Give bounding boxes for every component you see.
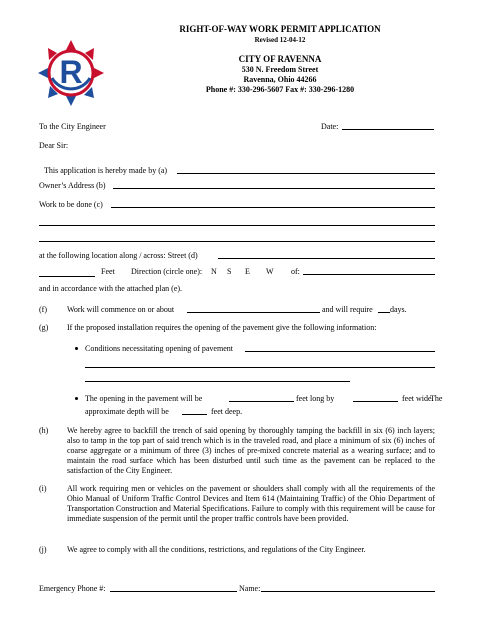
emergency-phone-label: Emergency Phone #: [39,584,106,593]
opening-length-field[interactable] [229,401,294,402]
depth-label: approximate depth will be [85,407,169,416]
opening-length-label: The opening in the pavement will be [85,394,203,403]
direction-south[interactable]: S [227,267,232,276]
require-label: and will require [322,305,373,314]
item-g-text: If the proposed installation requires the opening of the pavement give the following information: [67,323,377,332]
item-f-letter: (f) [39,305,47,314]
work-field-1[interactable] [111,207,435,208]
feet-field[interactable] [39,276,95,277]
date-field[interactable] [342,129,434,130]
feet-label: Feet [101,267,115,276]
item-h-letter: (h) [39,426,49,435]
conditions-field-3[interactable] [85,381,350,382]
conditions-field-2[interactable] [85,367,435,368]
opening-width-field[interactable] [353,401,398,402]
emergency-phone-field[interactable] [110,591,237,592]
name-label: Name: [239,584,261,593]
item-i-text: All work requiring men or vehicles on the pavement or shoulders shall comply with all the requirements of the Ohio Manual of Uniform Traffic Control Devices and Item 614 (Maintaining Traffic) of the Ohio Department of Transportation Construction and Material Specifications. Failure to comply with this requirement will be cause for immediate suspension of the permit until the proper traffic controls have been provided. [67,484,435,523]
item-i-letter: (i) [39,484,47,493]
plan-text: and in accordance with the attached plan (e). [39,284,183,293]
applicant-label: This application is hereby made by (a) [44,166,168,175]
salutation: Dear Sir: [39,141,69,150]
phone-fax: Phone #: 330-296-5607 Fax #: 330-296-1280 [205,85,355,94]
item-g-letter: (g) [39,323,49,332]
bullet-2 [75,397,78,400]
date-label: Date: [321,122,339,131]
days-field[interactable] [378,312,390,313]
city-state-zip: Ravenna, Ohio 44266 [243,75,317,84]
feet-long-label: feet long by [296,394,335,403]
direction-label: Direction (circle one): [131,267,203,276]
feet-deep-label: feet deep. [211,407,243,416]
commence-date-field[interactable] [187,312,320,313]
item-j-letter: (j) [39,545,47,554]
logo-letter: R [59,54,83,90]
name-field[interactable] [261,591,435,592]
direction-west[interactable]: W [266,267,274,276]
depth-field[interactable] [182,414,207,415]
city-logo [36,38,106,108]
conditions-label: Conditions necessitating opening of pavement [85,344,233,353]
work-field-3[interactable] [39,241,435,242]
of-field[interactable] [303,274,435,275]
applicant-field[interactable] [177,173,435,174]
item-h-text: We hereby agree to backfill the trench of said opening by thoroughly tamping the backfill in six (6) inch layers; also to tamp in the top part of said trench which is in the traveled road, and place a minimum of six (6) inches of coarse aggregate or a minimum of three (3) inches of pre-mixed concrete material as a wearing surface; and to maintain the road surface which has been disturbed until such time as the pavement can be replaced to the satisfaction of the City Engineer. [67,426,435,475]
form-title: RIGHT-OF-WAY WORK PERMIT APPLICATION [179,24,381,34]
direction-east[interactable]: E [245,267,250,276]
feet-wide-label: feet wide. [402,394,434,403]
the-label: The [430,394,443,403]
location-label: at the following location along / across: Street (d) [39,251,198,260]
conditions-field-1[interactable] [245,351,435,352]
owner-address-label: Owner’s Address (b) [39,181,106,190]
work-label: Work to be done (c) [39,200,103,209]
commence-label: Work will commence on or about [67,305,175,314]
city-street: 530 N. Freedom Street [241,65,319,74]
revised-date: Revised 12-04-12 [254,36,306,44]
owner-address-field[interactable] [113,188,435,189]
days-label: days. [390,305,407,314]
bullet-1 [75,347,78,350]
of-label: of: [291,267,300,276]
location-street-field[interactable] [218,258,435,259]
work-field-2[interactable] [39,225,435,226]
item-j-text: We agree to comply with all the conditions, restrictions, and regulations of the City Engineer. [67,545,366,554]
direction-north[interactable]: N [211,267,217,276]
addressee: To the City Engineer [39,122,106,131]
city-name: CITY OF RAVENNA [238,54,322,64]
